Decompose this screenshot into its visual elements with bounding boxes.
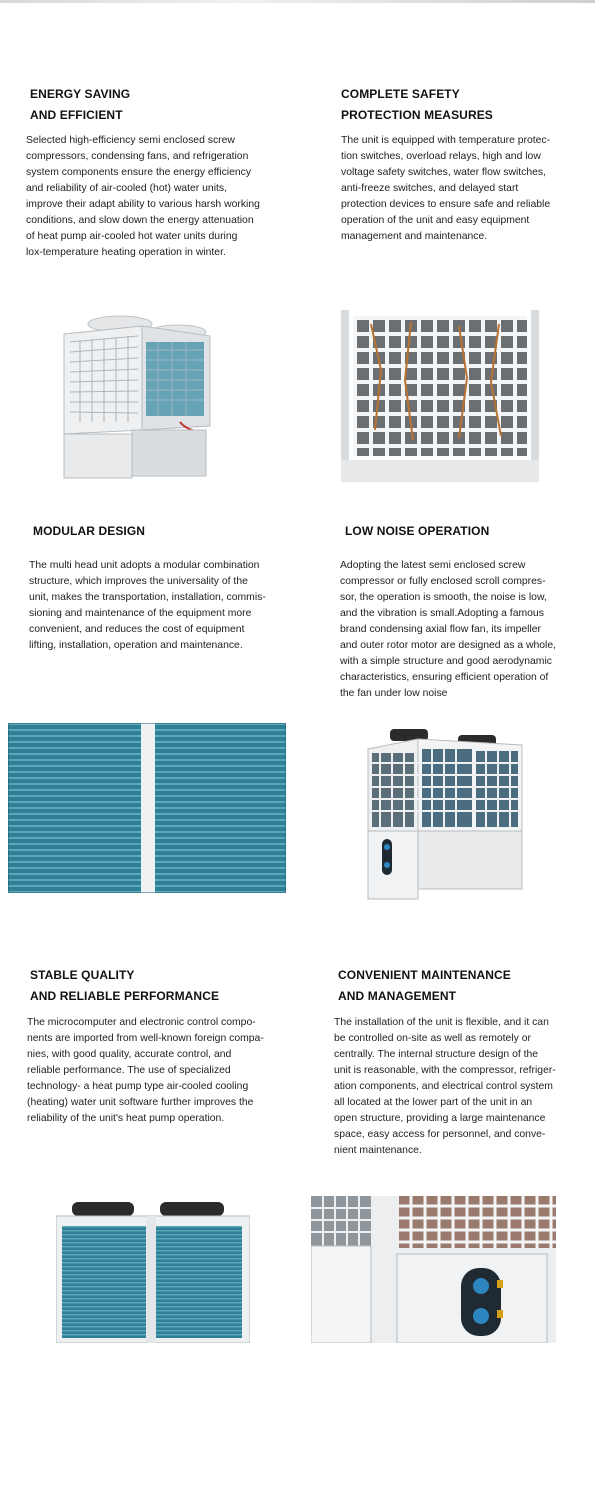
body-line: technology- a heat pump type air-cooled cooling (27, 1081, 249, 1092)
section-body-energy-saving (26, 133, 260, 261)
body-line: and outer rotor motor are designed as a whole, (340, 640, 557, 651)
body-line: and reliability of air-cooled (hot) water units, (26, 183, 227, 194)
heading-line: PROTECTION MEASURES (341, 108, 493, 122)
body-line: reliability of the unit's heat pump operation. (27, 1113, 225, 1124)
body-line: of heat pump air-cooled hot water units during (26, 231, 238, 242)
section-heading-modular-design (33, 521, 145, 542)
body-line: voltage safety switches, water flow switches, (341, 167, 547, 178)
body-line: system components ensure the energy efficiency (26, 167, 252, 178)
body-line: lifting, installation, operation and maintenance. (29, 640, 243, 651)
heading-line: COMPLETE SAFETY (341, 87, 460, 101)
body-line: protection devices to ensure safe and reliable (341, 199, 551, 210)
heading-line: ENERGY SAVING (30, 87, 131, 101)
body-line: ation components, and electrical control system (334, 1081, 553, 1092)
body-line: The multi head unit adopts a modular combination (29, 560, 260, 571)
unit-front-coils-photo (56, 1198, 250, 1343)
body-line: compressor or fully enclosed scroll compres- (340, 576, 546, 587)
body-line: convenient, and reduces the cost of equipment (29, 624, 245, 635)
body-line: The unit is equipped with temperature protec- (341, 135, 551, 146)
body-line: Selected high-efficiency semi enclosed screw (26, 135, 235, 146)
body-line: lox-temperature heating operation in winter. (26, 247, 226, 258)
body-line: and the vibration is small.Adopting a famous (340, 608, 544, 619)
section-heading-convenient-maintenance (338, 965, 511, 1007)
body-line: The installation of the unit is flexible, and it can (334, 1017, 549, 1028)
section-body-low-noise (340, 558, 556, 702)
body-line: management and maintenance. (341, 231, 488, 242)
section-heading-stable-quality (30, 965, 219, 1007)
section-body-modular-design (29, 558, 266, 654)
section-body-stable-quality (27, 1015, 264, 1127)
body-line: tion switches, overload relays, high and low (341, 151, 541, 162)
body-line: sor, the operation is smooth, the noise is low, (340, 592, 547, 603)
body-line: operation of the unit and easy equipment (341, 215, 530, 226)
body-line: anti-freeze switches, and delayed start (341, 183, 519, 194)
heading-line: MODULAR DESIGN (33, 524, 146, 538)
body-line: all located at the lower part of the unit in an (334, 1097, 533, 1108)
body-line: Adopting the latest semi enclosed screw (340, 560, 526, 571)
heading-line: STABLE QUALITY (30, 968, 135, 982)
section-heading-low-noise (345, 521, 489, 542)
top-divider (0, 0, 595, 3)
heading-line: CONVENIENT MAINTENANCE (338, 968, 511, 982)
body-line: be controlled on-site as well as remotely or (334, 1033, 531, 1044)
body-line: characteristics, ensuring efficient operation of (340, 672, 549, 683)
body-line: The microcomputer and electronic control compo- (27, 1017, 256, 1028)
section-body-complete-safety (341, 133, 550, 245)
heading-line: AND MANAGEMENT (338, 989, 457, 1003)
body-line: space, easy access for personnel, and conve- (334, 1129, 546, 1140)
body-line: (heating) water unit software further improves the (27, 1097, 254, 1108)
body-line: sioning and maintenance of the equipment more (29, 608, 252, 619)
unit-lower-panel-photo (311, 1196, 556, 1343)
body-line: unit, makes the transportation, installation, commis- (29, 592, 266, 603)
grille-and-pipes-photo (341, 310, 539, 482)
body-line: centrally. The internal structure design of the (334, 1049, 539, 1060)
body-line: brand condensing axial flow fan, its impeller (340, 624, 541, 635)
body-line: the fan under low noise (340, 688, 448, 699)
heading-line: LOW NOISE OPERATION (345, 524, 490, 538)
body-line: with a simple structure and good aerodynamic (340, 656, 552, 667)
section-heading-energy-saving (30, 84, 130, 126)
body-line: conditions, and slow down the energy attenuation (26, 215, 254, 226)
heading-line: AND RELIABLE PERFORMANCE (30, 989, 220, 1003)
blue-fin-coil-photo (8, 723, 286, 893)
section-heading-complete-safety (341, 84, 493, 126)
section-body-convenient-maintenance (334, 1015, 556, 1159)
heading-line: AND EFFICIENT (30, 108, 123, 122)
body-line: reliable performance. The use of specialized (27, 1065, 231, 1076)
air-cooled-unit-photo (60, 312, 215, 480)
body-line: unit is reasonable, with the compressor, refriger- (334, 1065, 556, 1076)
body-line: structure, which improves the universality of the (29, 576, 248, 587)
body-line: compressors, condensing fans, and refrigeration (26, 151, 249, 162)
unit-with-fans-photo (366, 727, 524, 902)
body-line: nient maintenance. (334, 1145, 422, 1156)
body-line: nents are imported from well-known foreign compa- (27, 1033, 264, 1044)
body-line: open structure, providing a large maintenance (334, 1113, 546, 1124)
body-line: nies, with good quality, accurate control, and (27, 1049, 232, 1060)
body-line: improve their adapt ability to various harsh working (26, 199, 260, 210)
